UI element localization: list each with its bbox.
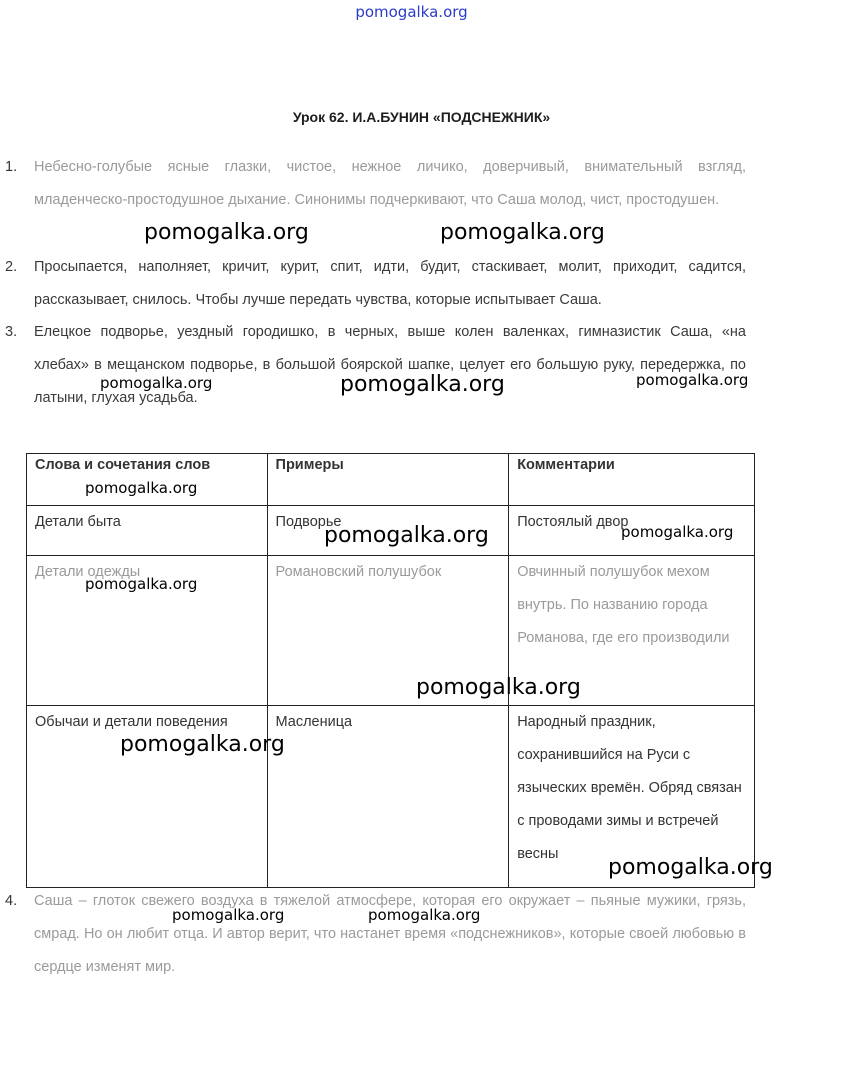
list-number: 2. [5, 259, 18, 275]
watermark: pomogalka.org [340, 372, 505, 397]
watermark: pomogalka.org [85, 575, 198, 593]
list-item-text: Небесно-голубые ясные глазки, чистое, нежное личико, доверчивый, внимательный взгляд, младенческо-простодушное дыхание. Синонимы подчеркивают, что Саша молод, чист, простодушен. [34, 159, 746, 208]
watermark: pomogalka.org [324, 523, 489, 548]
table-cell-comment: Овчинный полушубок мехом внутрь. По названию города Романова, где его производили [509, 556, 755, 706]
list-item-3 [5, 316, 749, 415]
table-header-cell: Слова и сочетания слов [27, 454, 268, 506]
list-item-4 [5, 885, 746, 984]
site-header-link[interactable]: pomogalka.org [355, 3, 468, 21]
watermark: pomogalka.org [120, 732, 285, 757]
list-number: 1. [5, 159, 18, 175]
list-item-text: Просыпается, наполняет, кричит, курит, спит, идти, будит, стаскивает, молит, приходит, садится, рассказывает, снилось. Чтобы лучше передать чувства, которые испытывает Саша. [34, 259, 746, 308]
table-cell-example: Подворье [267, 506, 509, 556]
list-number: 3. [5, 324, 18, 340]
watermark: pomogalka.org [172, 906, 285, 924]
watermark: pomogalka.org [100, 374, 213, 392]
list-item-2 [5, 251, 746, 317]
watermark: pomogalka.org [636, 371, 749, 389]
table-cell-comment: Постоялый двор [509, 506, 755, 556]
table-cell-term: Детали одежды [27, 556, 268, 706]
watermark: pomogalka.org [621, 523, 734, 541]
table-cell-term: Детали быта [27, 506, 268, 556]
watermark: pomogalka.org [608, 855, 773, 880]
page-title: Урок 62. И.А.БУНИН «ПОДСНЕЖНИК» [292, 109, 551, 125]
table-header-cell: Комментарии [509, 454, 755, 506]
table-cell-example: Романовский полушубок [267, 556, 509, 706]
table-cell-comment: Народный праздник, сохранившийся на Руси с языческих времён. Обряд связан с проводами зимы и встречей весны [509, 706, 755, 888]
vocabulary-table [26, 453, 755, 888]
watermark: pomogalka.org [368, 906, 481, 924]
table-cell-term: Обычаи и детали поведения [27, 706, 268, 888]
list-item-1 [5, 151, 746, 250]
list-item-text: Саша – глоток свежего воздуха в тяжелой атмосфере, которая его окружает – пьяные мужики, грязь, смрад. Но он любит отца. И автор верит, что настанет время «подснежников», которые своей любовью в сердце изменят мир. [34, 893, 746, 975]
watermark: pomogalka.org [416, 675, 581, 700]
watermark: pomogalka.org [440, 220, 605, 245]
list-number: 4. [5, 893, 18, 909]
table-cell-example: Масленица [267, 706, 509, 888]
list-item-text: Елецкое подворье, уездный городишко, в черных, выше колен валенках, гимназистик Саша, «на хлебах» в мещанском подворье, в большой боярской шапке, целует его большую руку, передержка, по латыни, глухая усадьба. [34, 324, 746, 406]
watermark: pomogalka.org [144, 220, 309, 245]
watermark: pomogalka.org [85, 479, 198, 497]
table-header-cell: Примеры [267, 454, 509, 506]
